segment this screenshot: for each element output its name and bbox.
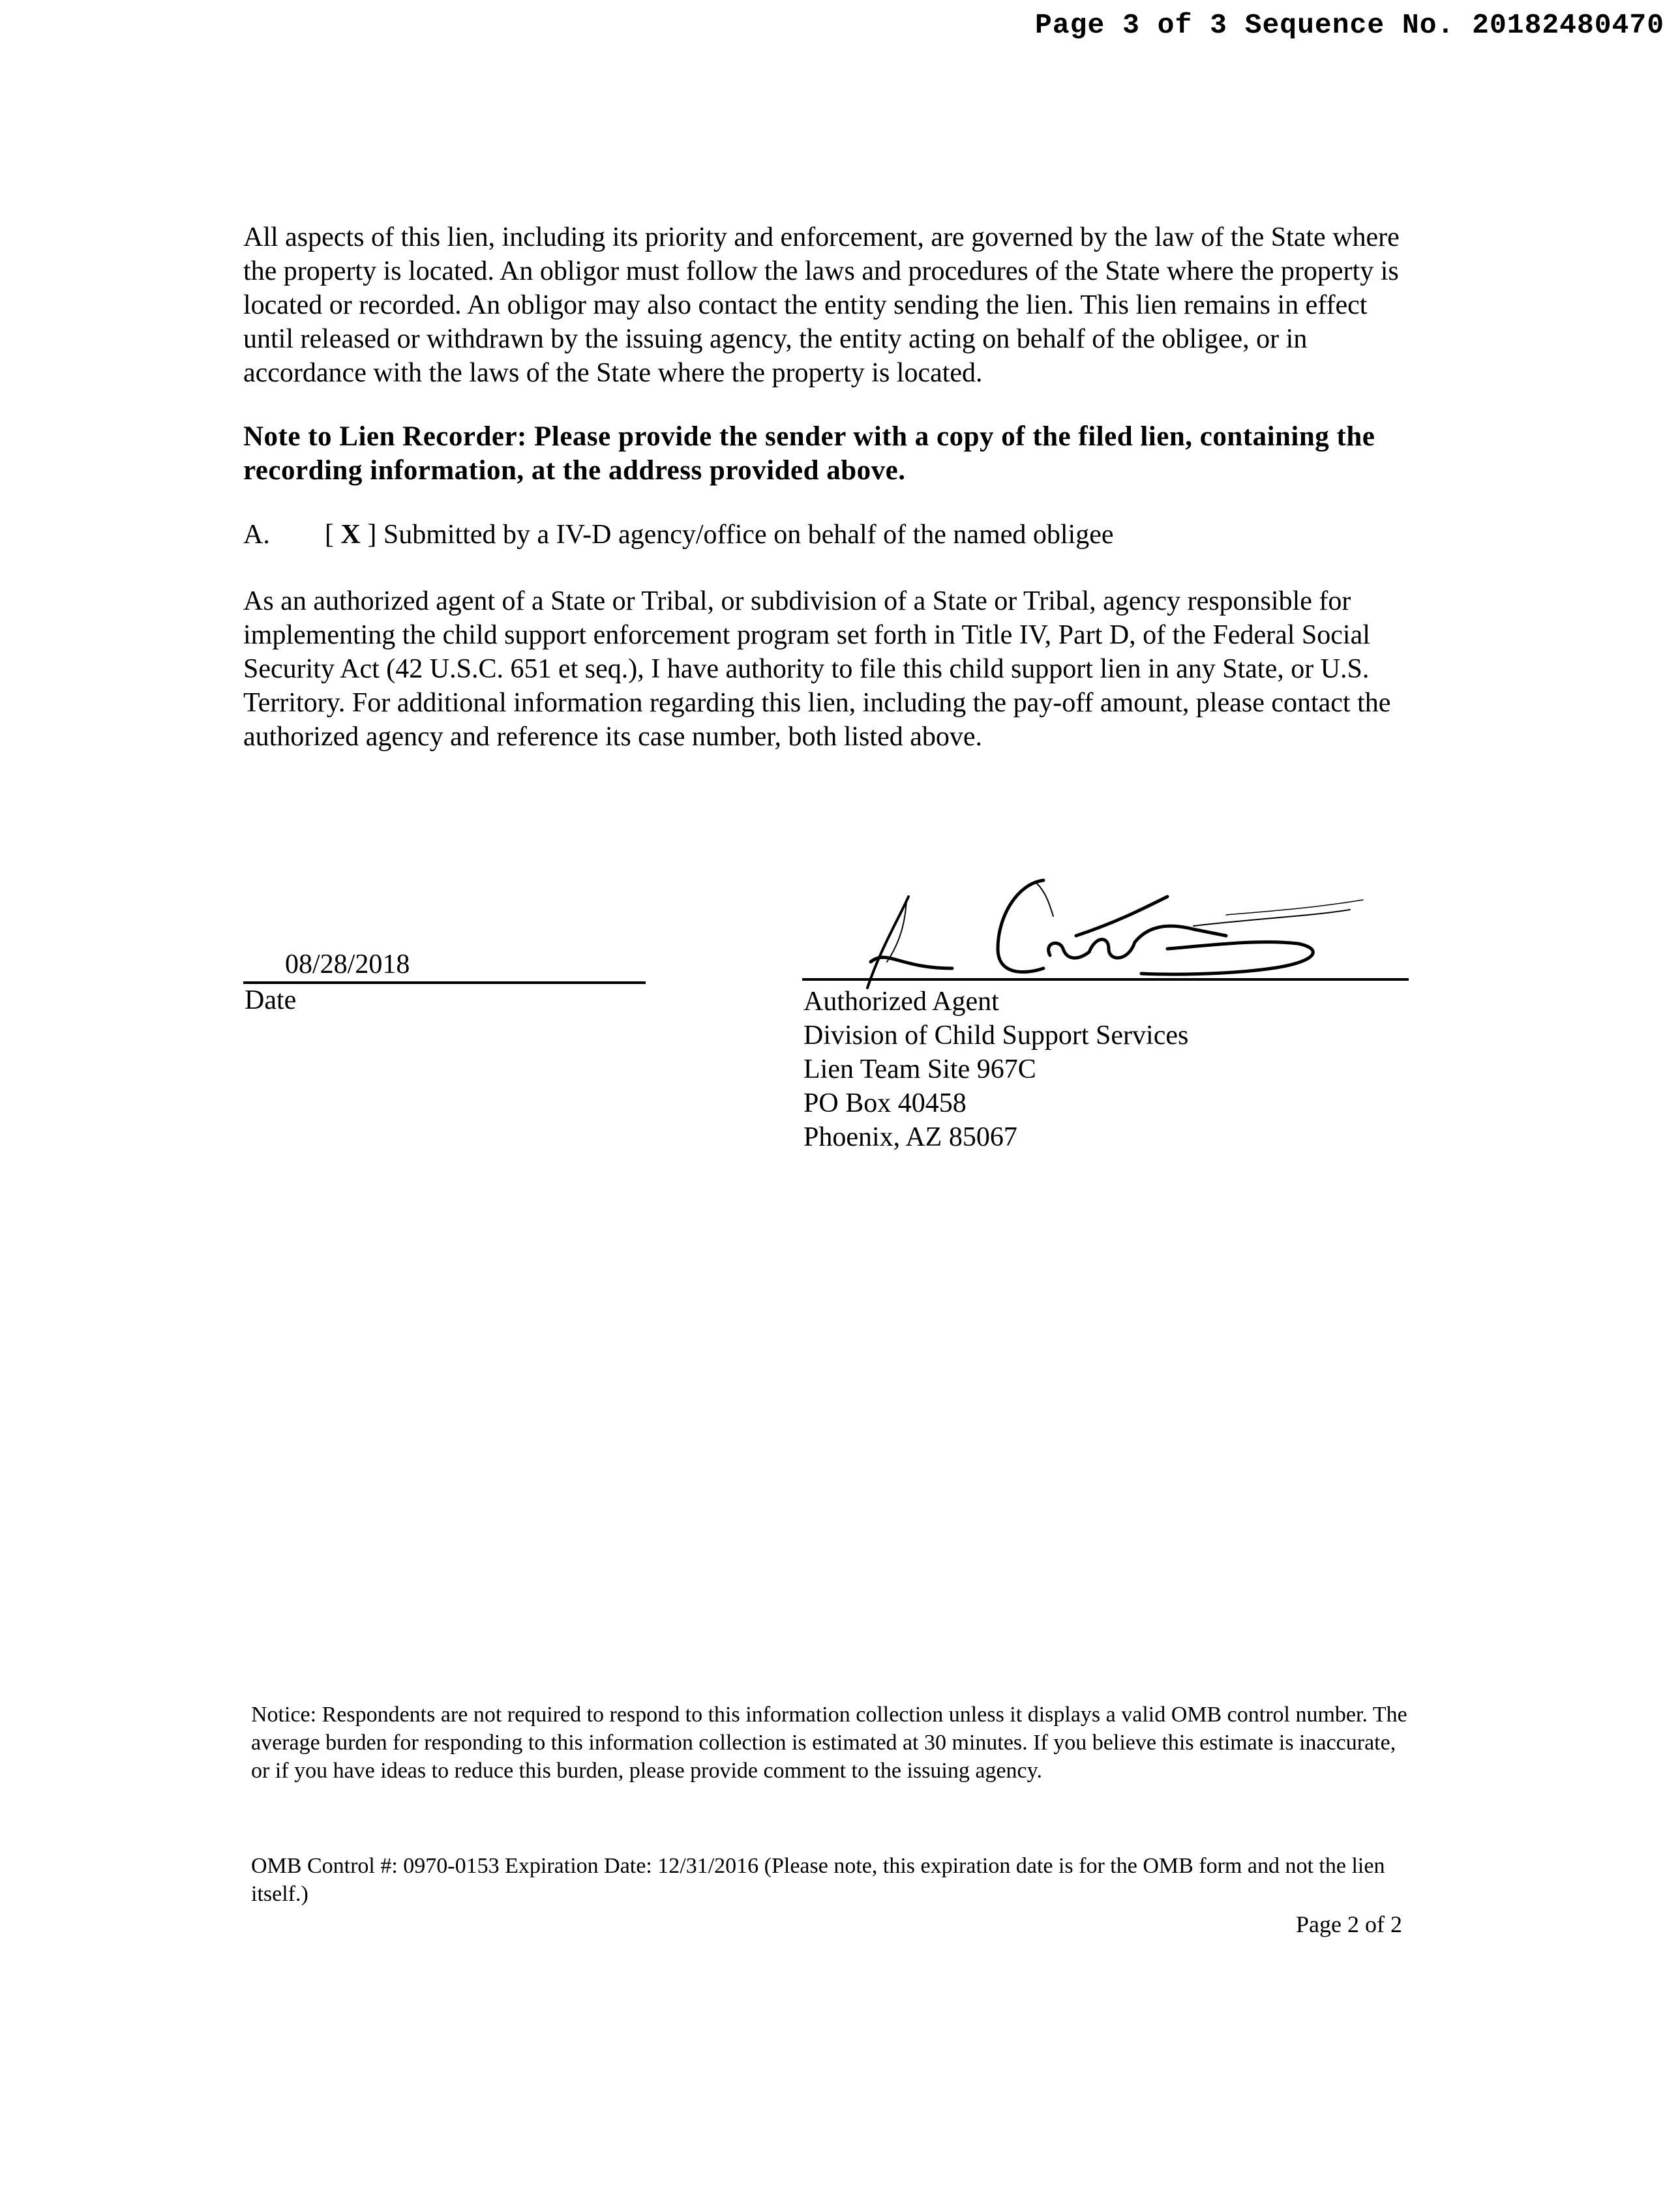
agent-team: Lien Team Site 967C — [803, 1054, 1036, 1084]
agent-address-block — [803, 985, 1188, 1154]
signature-underline — [802, 978, 1409, 981]
page-number: Page 2 of 2 — [1296, 1911, 1402, 1937]
governing-law-paragraph: All aspects of this lien, including its priority and enforcement, are governed by the law of the State where the property is located. An obligor must follow the laws and procedures of the State where the property is located or recorded. An obligor may also contact the entity sending the lien. This lien remains in effect until released or withdrawn by the issuing agency, the entity acting on behalf of the obligee, or in accordance with the laws of the State where the property is located. — [243, 222, 1400, 388]
date-label: Date — [245, 985, 297, 1015]
omb-control-number: OMB Control #: 0970-0153 Expiration Date: 12/31/2016 (Please note, this expiration date is for the OMB form and not the lien itself.) — [251, 1854, 1385, 1906]
page-sequence-header: Page 3 of 3 Sequence No. 20182480470 — [1035, 9, 1664, 41]
item-a-row — [243, 518, 1114, 552]
omb-notice: Notice: Respondents are not required to respond to this information collection unless it displays a valid OMB control number. The average burden for responding to this information collection is estimated at 30 minutes. If you believe this estimate is inaccurate, or if you have ideas to reduce this burden, please provide comment to the issuing agency. — [251, 1703, 1407, 1783]
item-a-text: Submitted by a IV-D agency/office on behalf of the named obligee — [383, 520, 1114, 550]
handwritten-signature — [802, 871, 1415, 991]
note-to-lien-recorder: Note to Lien Recorder: Please provide the sender with a copy of the filed lien, containing the recording information, at the address provided above. — [243, 421, 1375, 486]
item-a-label: A. — [243, 520, 270, 550]
authority-paragraph: As an authorized agent of a State or Tribal, or subdivision of a State or Tribal, agency responsible for implementing the child support enforcement program set forth in Title IV, Part D, of the Federal Social Security Act (42 U.S.C. 651 et seq.), I have authority to file this child support lien in any State, or U.S. Territory. For additional information regarding this lien, including the pay-off amount, please contact the authorized agency and reference its case number, both listed above. — [243, 586, 1391, 752]
item-a-checkbox — [325, 520, 376, 550]
agent-po-box: PO Box 40458 — [803, 1088, 967, 1118]
agent-division: Division of Child Support Services — [803, 1021, 1189, 1051]
date-underline — [243, 981, 646, 984]
checkbox-close-bracket: ] — [367, 520, 377, 550]
signed-date: 08/28/2018 — [285, 949, 410, 979]
checkbox-open-bracket: [ — [325, 520, 334, 550]
agent-title: Authorized Agent — [803, 987, 999, 1017]
checkbox-mark: X — [340, 520, 361, 550]
agent-city: Phoenix, AZ 85067 — [803, 1122, 1017, 1152]
